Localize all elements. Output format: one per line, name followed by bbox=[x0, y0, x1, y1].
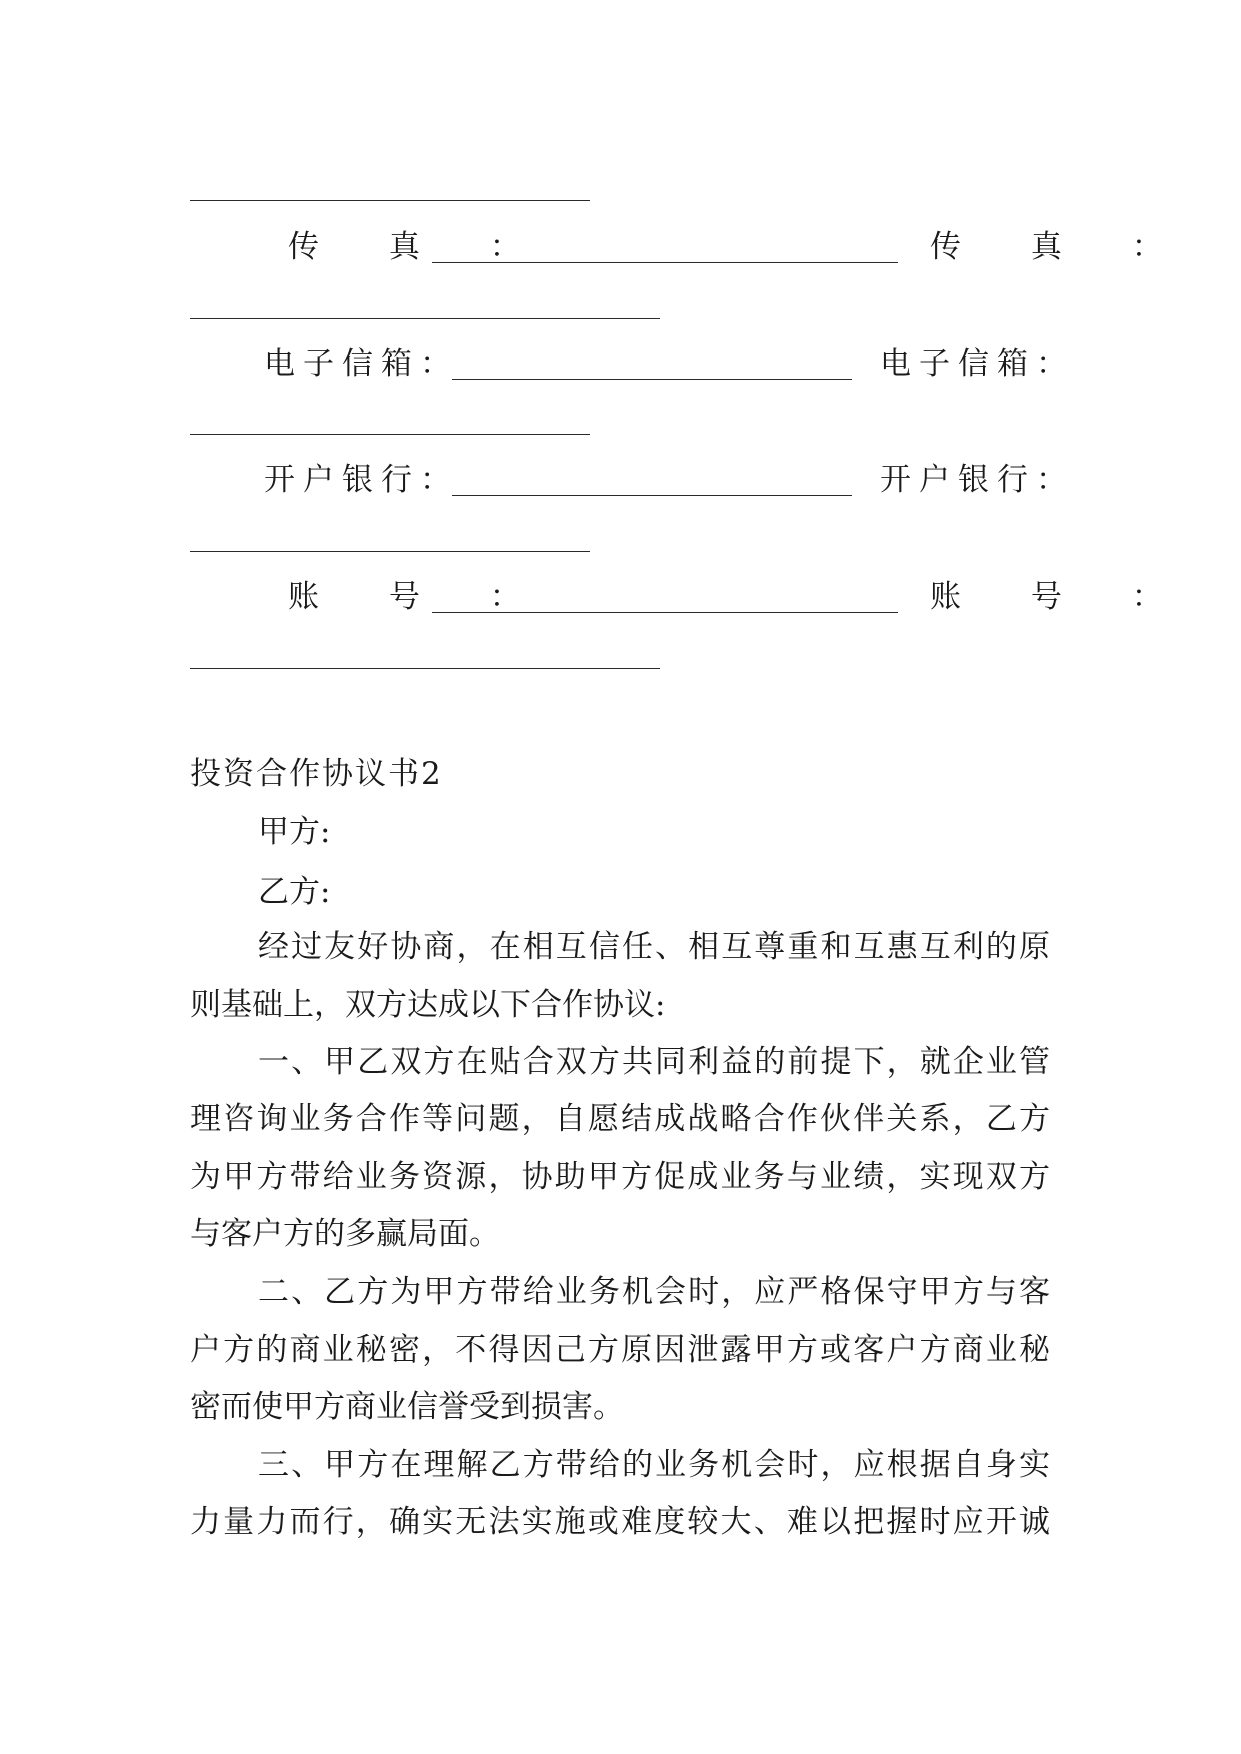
fax-label-right: 传 真 ： bbox=[930, 229, 1193, 265]
email-label-right: 电子信箱： bbox=[880, 346, 1075, 382]
clause-3-line: 力量力而行，确实无法实施或难度较大、难以把握时应开诚 bbox=[190, 1504, 1050, 1540]
fax-field-row bbox=[190, 225, 1193, 269]
clause-2-line: 二、乙方为甲方带给业务机会时，应严格保守甲方与客 bbox=[258, 1274, 1050, 1310]
account-label-right: 账 号 ： bbox=[930, 579, 1193, 615]
email-label-left: 电子信箱： bbox=[264, 346, 459, 382]
account-label-left: 账 号 ： bbox=[288, 579, 551, 615]
fax-blank-left bbox=[432, 262, 898, 263]
account-field-row bbox=[190, 575, 1193, 619]
email-blank-right bbox=[190, 434, 590, 435]
clause-1-line: 为甲方带给业务资源，协助甲方促成业务与业绩，实现双方 bbox=[190, 1159, 1050, 1195]
clause-1-line: 理咨询业务合作等问题，自愿结成战略合作伙伴关系，乙方 bbox=[190, 1101, 1050, 1137]
email-blank-left bbox=[452, 379, 852, 380]
fax-blank-right bbox=[190, 318, 660, 319]
clause-1-line: 一、甲乙双方在贴合双方共同利益的前提下，就企业管 bbox=[258, 1044, 1050, 1080]
bank-blank-left bbox=[452, 495, 852, 496]
clause-3-line: 三、甲方在理解乙方带给的业务机会时，应根据自身实 bbox=[258, 1447, 1050, 1483]
intro-line: 经过友好协商，在相互信任、相互尊重和互惠互利的原 bbox=[258, 929, 1050, 965]
account-blank-right bbox=[190, 668, 660, 669]
bank-blank-right bbox=[190, 551, 590, 552]
clause-2-line: 户方的商业秘密，不得因己方原因泄露甲方或客户方商业秘 bbox=[190, 1332, 1050, 1368]
clause-1-line: 与客户方的多赢局面。 bbox=[190, 1216, 500, 1252]
party-a-label: 甲方: bbox=[258, 814, 331, 850]
bank-label-left: 开户银行： bbox=[264, 462, 459, 498]
agreement-title: 投资合作协议书2 bbox=[190, 756, 443, 792]
account-blank-left bbox=[432, 612, 898, 613]
bank-label-right: 开户银行： bbox=[880, 462, 1075, 498]
clause-2-line: 密而使甲方商业信誉受到损害。 bbox=[190, 1389, 624, 1425]
intro-line: 则基础上，双方达成以下合作协议: bbox=[190, 987, 666, 1023]
bank-field-row bbox=[190, 458, 1075, 502]
fax-label-left: 传 真 ： bbox=[288, 229, 551, 265]
field-underline bbox=[190, 200, 590, 201]
party-b-label: 乙方: bbox=[258, 874, 331, 910]
email-field-row bbox=[190, 342, 1075, 386]
